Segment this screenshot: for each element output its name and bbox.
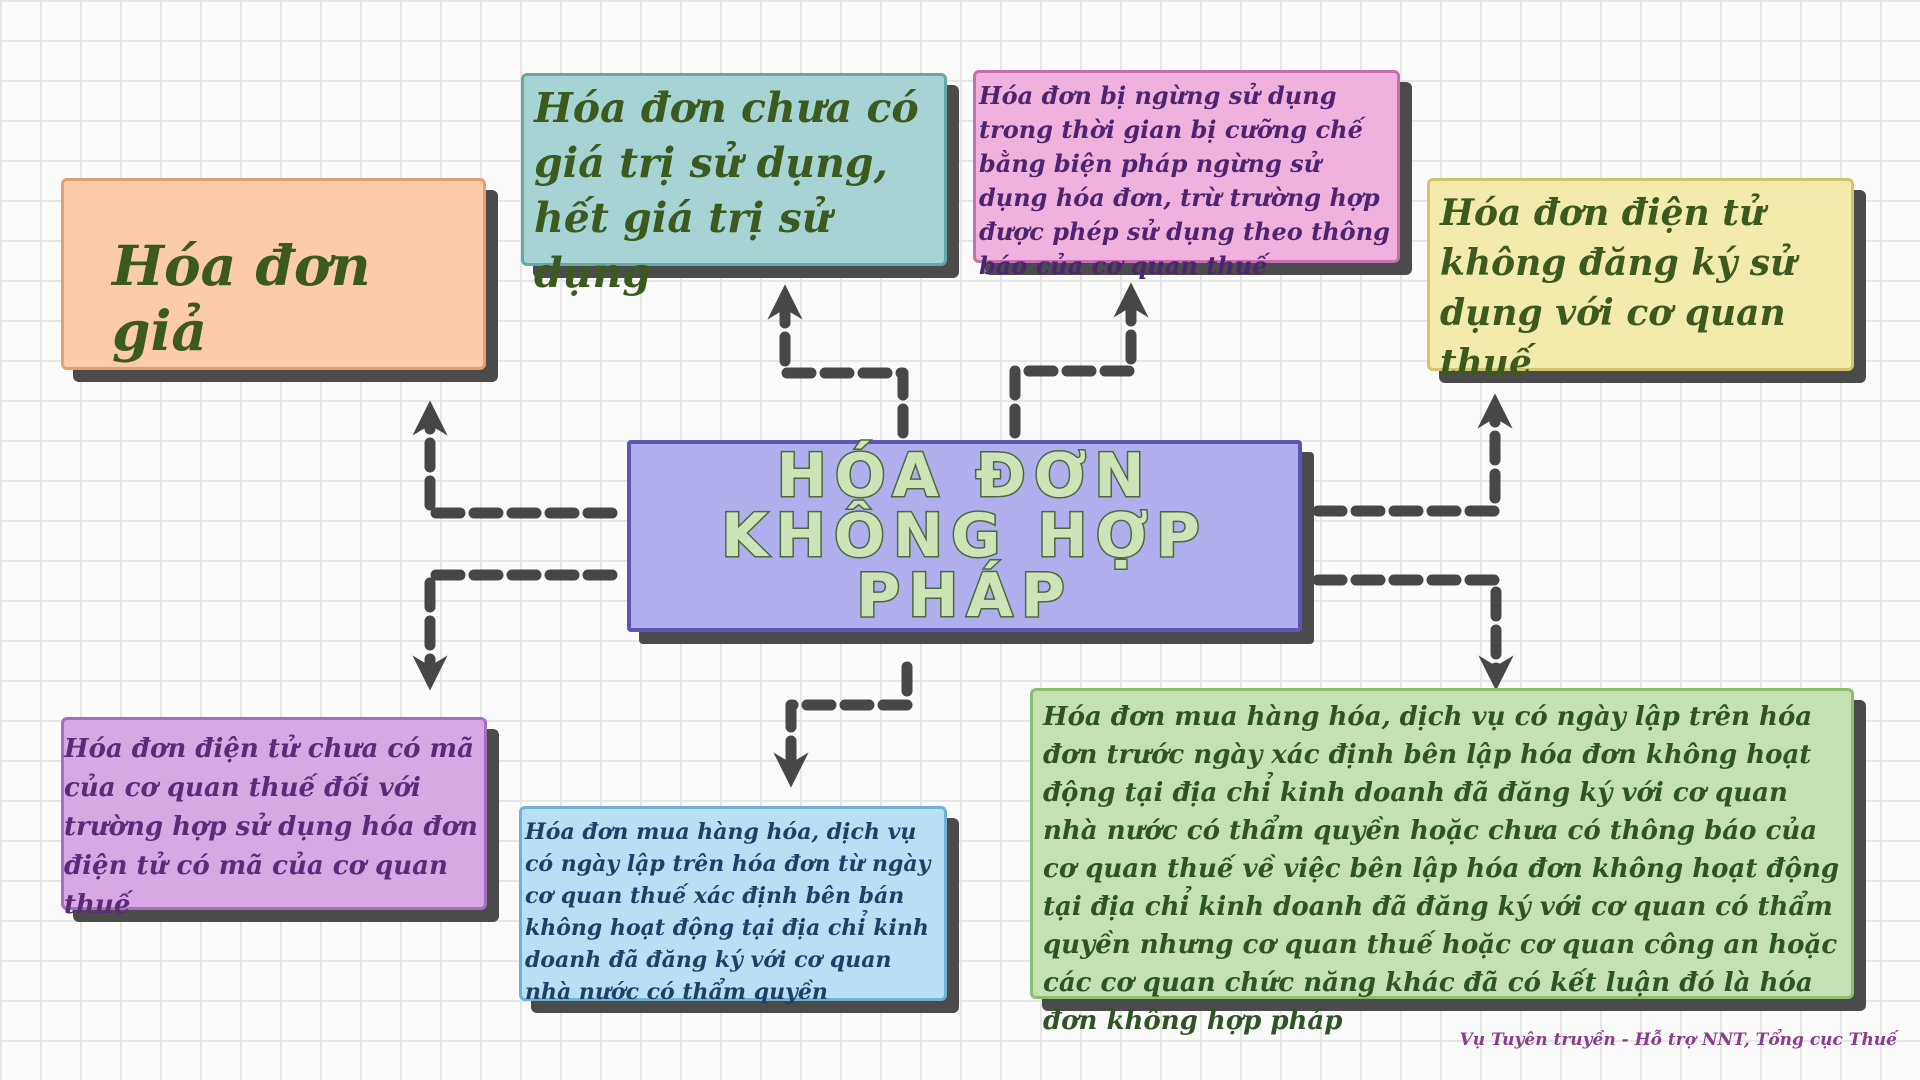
box-fake-invoice	[61, 178, 486, 370]
arrow-to-seller-inactive	[791, 667, 907, 770]
center-title-box	[627, 440, 1302, 632]
arrow-to-invalid-value	[785, 302, 903, 433]
center-title-line1: HÓA ĐƠN	[776, 441, 1153, 511]
arrow-to-suspended	[1015, 300, 1131, 433]
box-unregistered-text: Hóa đơn điện tử không đăng ký sử dụng với cơ quan thuế	[1440, 192, 1797, 384]
box-suspended-text: Hóa đơn bị ngừng sử dụng trong thời gian bị cưỡng chế bằng biện pháp ngừng sử dụng hóa đơn, trừ trường hợp được phép sử dụng theo thông báo của cơ quan thuế	[979, 81, 1390, 280]
arrow-to-before-date	[1318, 580, 1496, 673]
box-invalid-value-text: Hóa đơn chưa có giá trị sử dụng, hết giá trị sử dụng	[534, 84, 919, 297]
arrow-to-fake-invoice	[430, 418, 612, 513]
box-no-code	[61, 717, 487, 920]
arrow-to-no-code	[430, 575, 612, 673]
box-suspended	[973, 70, 1400, 280]
arrow-to-unregistered	[1318, 411, 1495, 511]
box-unregistered	[1427, 178, 1854, 384]
box-fake-invoice-text: Hóa đơn giả	[112, 233, 371, 363]
box-seller-inactive	[519, 806, 947, 1005]
credit-footer: Vụ Tuyên truyền - Hỗ trợ NNT, Tổng cục Thuế	[1459, 1030, 1897, 1050]
box-before-date-text: Hóa đơn mua hàng hóa, dịch vụ có ngày lập trên hóa đơn trước ngày xác định bên lập hóa đơn không hoạt động tại địa chỉ kinh doanh đã đăng ký với cơ quan nhà nước có thẩm quyền hoặc chưa có thông báo của cơ quan thuế về việc bên lập hóa đơn không hoạt động tại địa chỉ kinh doanh đã đăng ký với cơ quan có thẩm quyền nhưng cơ quan thuế hoặc cơ quan công an hoặc các cơ quan chức năng khác đã có kết luận đó là hóa đơn không hợp pháp	[1043, 702, 1840, 1036]
center-title-line2: KHÔNG HỢP PHÁP	[721, 501, 1208, 631]
box-no-code-text: Hóa đơn điện tử chưa có mã của cơ quan thuế đối với trường hợp sử dụng hóa đơn điện tử có mã của cơ quan thuế	[64, 734, 478, 920]
box-seller-inactive-text: Hóa đơn mua hàng hóa, dịch vụ có ngày lập trên hóa đơn từ ngày cơ quan thuế xác định bên bán không hoạt động tại địa chỉ kinh doanh đã đăng ký với cơ quan nhà nước có thẩm quyền	[525, 819, 931, 1005]
box-before-date	[1030, 688, 1854, 1036]
box-invalid-value	[521, 73, 947, 297]
